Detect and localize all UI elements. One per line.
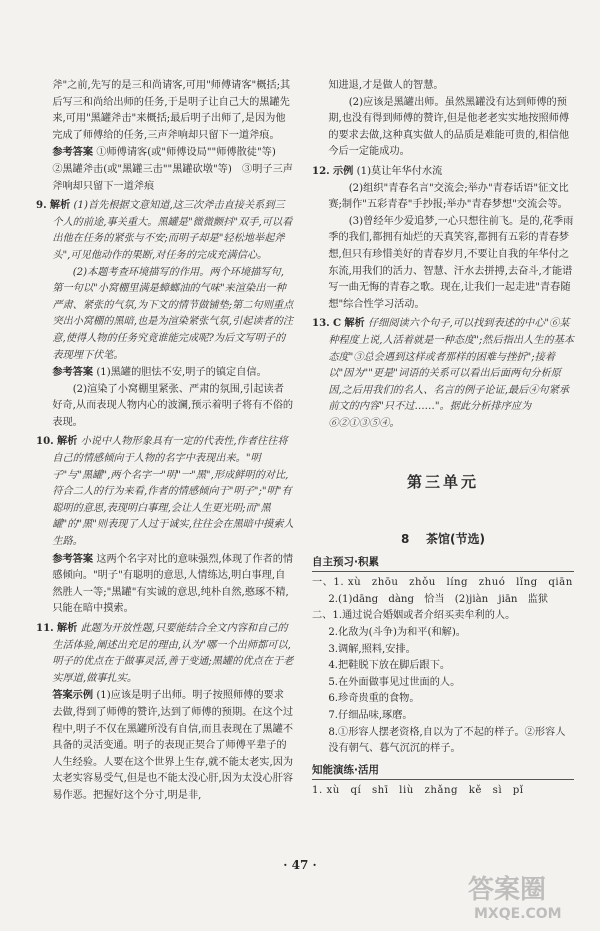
page-number: · 47 · bbox=[283, 858, 317, 872]
answer-example-label: 答案示例 bbox=[52, 689, 94, 702]
analysis-text: (1)首先根据文意知道,这三次斧击直接关系到三个人的前途,事关重大。黑罐是"微微颤抖"双手,可以看出他在任务的紧张与不安;而明子却是"轻松地举起斧头",可见他动作的果断,对任务的完成充满信心。 bbox=[52, 200, 293, 261]
lesson-number: 8 bbox=[400, 532, 410, 547]
analysis-label: 解析 bbox=[56, 622, 78, 634]
analysis-text: 仔细阅读六个句子,可以找到表述的中心"⑥某种程度上说,人活着就是一种态度";然后指出人生的基本态度"③总会遇到这样或者那样的困难与挫折";接着以"因为""更是"词语的关系可以看出后面两句分析原因,之后用我们的名人、名言的例子论证,最后④句紧承前文的内容"只不过……"。据此分析排序应为⑥②①③⑤④。 bbox=[328, 318, 574, 429]
lesson-name: 茶馆(节选) bbox=[426, 532, 486, 547]
example-label: 示例 bbox=[332, 164, 354, 177]
answer-line: 3.调解,照料,安排。 bbox=[328, 643, 416, 655]
answer-line: 5.在外面做事见过世面的人。 bbox=[328, 676, 461, 688]
section-heading-practice: 知能演练·活用 bbox=[312, 762, 574, 781]
analysis-label: 解析 bbox=[56, 435, 78, 448]
left-column bbox=[36, 78, 294, 807]
answer-line: 4.把鞋脱下放在脚后跟下。 bbox=[328, 660, 451, 672]
item-number: 13. bbox=[312, 317, 330, 330]
analysis-text: 小说中人物形象具有一定的代表性,作者往往将自己的情感倾向于人物的名字中表现出来。"明子"与"黑罐",两个名字一"明"一"黑",形成鲜明的对比,符合二人的行为来看,作者的情感倾向于"明子";"明"有聪明的意思,表现明白事理,会让人生更光明;而"黑罐"的"黑"则表现了人过于诚实,往往会在黑暗中摸索人生路。 bbox=[52, 436, 294, 548]
analysis-label: 解析 bbox=[49, 199, 71, 212]
analysis-label: 解析 bbox=[344, 317, 365, 330]
answer-text: 这两个名字对比的意味强烈,体现了作者的情感倾向。"明子"有聪明的意思,人情练达,明白事理,自然胜人一等;"黑罐"有实诚的意思,纯朴自然,憨琢不精,只能在暗中摸索。 bbox=[52, 553, 294, 615]
question-number: 1. bbox=[312, 785, 323, 797]
answer-line: 二、1.通过说合婚姻或者介绍买卖牟利的人。 bbox=[312, 610, 516, 622]
item-11 bbox=[36, 620, 294, 805]
item-10 bbox=[36, 433, 294, 618]
answer-text: (1)应该是明子出师。明子按照师傅的要求去做,得到了师傅的赞许,达到了师傅的预期。在这个过程中,明子不仅在黑罐所没有自信,而且表现在了黑罐不具备的灵活变通。明子的表现正契合了师傅平辈子的人生经验。人要在这个世界上生存,就不能太老实,因为太老实容易受气,但是也不能太没心肝,因为太没心肝容易作恶。把握好这个分寸,明是非, bbox=[52, 690, 294, 801]
lesson-title bbox=[312, 531, 574, 548]
answer-line: 2.(1)dāng dàng 恰当 (2)jiàn jiān 监狱 bbox=[328, 593, 549, 605]
item-number: 12. bbox=[312, 164, 330, 177]
analysis-text: 此题为开放性题,只要能结合全文内容和自己的生活体验,阐述出充足的理由,认为"哪一个出师都可以,明子的优点在于做事灵活,善于变通;黑罐的优点在于老实厚道,做事扎实。 bbox=[52, 623, 294, 684]
answer-label: 参考答案 bbox=[52, 552, 94, 565]
item-12 bbox=[312, 163, 574, 313]
answer-line: 7.仔细品味,琢磨。 bbox=[328, 710, 413, 721]
answer-line: 6.珍奇贵重的食物。 bbox=[328, 693, 420, 705]
preview-answers bbox=[312, 575, 574, 758]
pinyin-answer: xù zhōu zhǒu líng zhuó lǐng qiān bbox=[347, 577, 573, 589]
right-column bbox=[312, 78, 574, 800]
site-watermark-logo bbox=[462, 866, 592, 926]
item-8-analysis-text: 斧"之前,先写的是三和尚请客,可用"师傅请客"概括;其后写三和尚给出师的任务,于是明子让自己大的黑罐先来,可用"黑罐斧击"来概括;最后明子出师了,是因为他完成了师傅给的任务,三声斧响却只留下一道斧痕。 bbox=[52, 80, 291, 141]
answer-text: (2)渲染了小窝棚里紧张、严肃的氛围,引起读者好奇,从而表现人物内心的波澜,预示着明子将有不俗的表现。 bbox=[52, 383, 294, 428]
choice-answer: C bbox=[332, 317, 342, 330]
unit-heading: 第三单元 bbox=[406, 473, 479, 492]
question-number: 一、1. bbox=[312, 577, 345, 589]
answer-text: (2)应该是黑罐出师。虽然黑罐没有达到师傅的预期,也没有得到师傅的赞许,但是他老老实实地按照师傅的要求去做,这种真实做人的品质是难能可贵的,相信他今后一定能成功。 bbox=[328, 96, 570, 158]
analysis-text: (2)本题考查环境描写的作用。两个环境描写句,第一句以"小窝棚里满是蟑螂油的气味"来渲染出一种严肃、紧张的气氛,为下文的情节做铺垫;第二句则重点突出小窝棚的黑暗,也是为渲染紧张气氛,引起读者的注意,使得人物的任务究竟谁能完成呢?为后文写明子的表现埋下伏笔。 bbox=[52, 266, 294, 361]
pinyin-answer: xù qí shī liù zhǎng kě sì pǐ bbox=[326, 785, 524, 797]
watermark-url: MXQE.COM bbox=[474, 906, 562, 922]
answer-text: ②黑罐斧击(或"黑罐三击""黑罐砍墩"等) ③明子三声斧响却只留下一道斧痕 bbox=[52, 163, 293, 192]
answer-text: (2)组织"青春名言"交流会;举办"青春话语"征文比赛;制作"五彩青春"手抄报;举办"青春梦想"交流会等。 bbox=[328, 182, 569, 211]
answer-text: (1)黑罐的胆怯不安,明子的镇定自信。 bbox=[96, 367, 267, 379]
item-number: 9. bbox=[36, 199, 47, 212]
item-9 bbox=[36, 197, 294, 431]
watermark-title: 答案圈 bbox=[468, 875, 547, 905]
answer-text: 知进退,才是做人的智慧。 bbox=[328, 80, 444, 91]
item-number: 10. bbox=[36, 435, 54, 448]
answer-line: 8.①形容人摆老资格,自以为了不起的样子。②形容人没有朝气、暮气沉沉的样子。 bbox=[328, 726, 566, 755]
item-number: 11. bbox=[36, 622, 54, 634]
answer-text: (1)莫让年华付水流 bbox=[356, 165, 443, 177]
item-13 bbox=[312, 315, 574, 432]
item-8-continued bbox=[36, 78, 294, 195]
section-heading-preview: 自主预习·积累 bbox=[312, 554, 574, 573]
answer-text: (3)曾经年少爱追梦,一心只想往前飞。是的,花季雨季的我们,都拥有灿烂的天真笑容,都拥有五彩的青春梦想,但只有珍惜美好的青春岁月,不要让自我的年华付之东流,用我们的活力、智慧、汗水去拼搏,去奋斗,才能谱写一曲无悔的青春之歌。现在,让我们一起走进"青春随想"综合性学习活动。 bbox=[328, 215, 574, 310]
item-11-continued bbox=[312, 78, 574, 161]
answer-line: 2.化敌为(斗争)为和平(和解)。 bbox=[328, 627, 466, 639]
answer-label: 参考答案 bbox=[52, 146, 94, 159]
answer-text: ①师傅请客(或"师傅设局""师傅散徒"等) bbox=[96, 147, 276, 159]
answer-label: 参考答案 bbox=[52, 366, 94, 379]
